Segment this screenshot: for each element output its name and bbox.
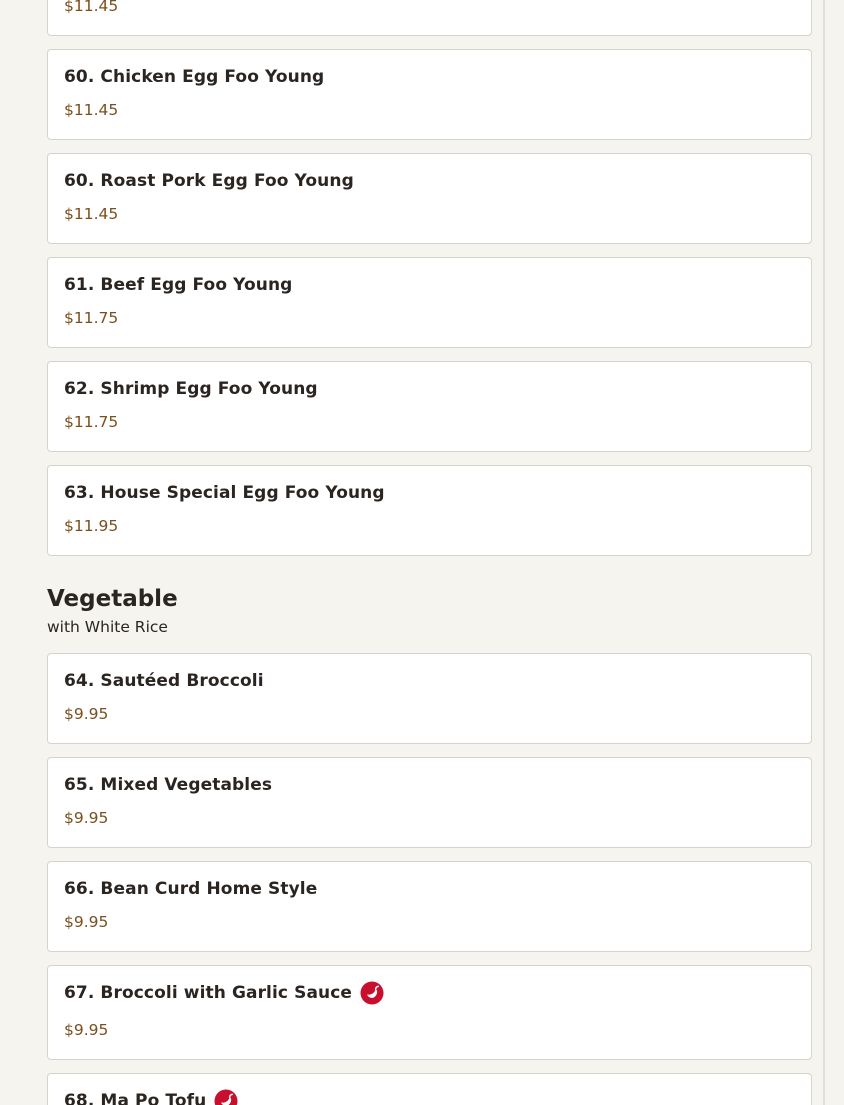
chili-pepper-icon [214,1089,238,1105]
menu-item-name: 60. Roast Pork Egg Foo Young [64,171,354,191]
menu-content [47,0,812,1105]
menu-item-name: 65. Mixed Vegetables [64,775,273,795]
chili-pepper-icon [360,981,384,1005]
menu-item-card[interactable] [47,965,812,1060]
menu-item-card[interactable] [47,49,812,140]
menu-item-card[interactable] [47,257,812,348]
scrollbar-track[interactable] [823,0,825,1105]
section-subtitle: with White Rice [47,618,168,636]
menu-item-price: $9.95 [64,809,109,827]
menu-item-name: 64. Sautéed Broccoli [64,671,264,691]
section-header-vegetable [47,584,812,636]
menu-item-name: 66. Bean Curd Home Style [64,879,318,899]
menu-item-name: 67. Broccoli with Garlic Sauce [64,983,353,1003]
menu-item-card[interactable] [47,0,812,36]
menu-item-name: 63. House Special Egg Foo Young [64,483,385,503]
menu-item-name-row [64,878,795,900]
menu-item-price: $11.95 [64,517,119,535]
menu-item-price: $9.95 [64,705,109,723]
menu-item-card[interactable] [47,861,812,952]
menu-item-name-row [64,982,795,1004]
menu-item-name: 60. Chicken Egg Foo Young [64,67,325,87]
menu-item-card[interactable] [47,1073,812,1105]
menu-item-card[interactable] [47,361,812,452]
menu-item-name-row [64,1090,795,1105]
menu-item-card[interactable] [47,757,812,848]
menu-item-card[interactable] [47,153,812,244]
menu-item-price: $11.45 [64,205,119,223]
menu-item-name: 68. Ma Po Tofu [64,1091,207,1105]
menu-item-name-row [64,482,795,504]
menu-item-name-row [64,378,795,400]
menu-item-name-row [64,774,795,796]
section-title: Vegetable [47,586,178,612]
menu-item-price: $11.45 [64,101,119,119]
menu-item-name-row [64,274,795,296]
menu-item-price: $11.45 [64,0,119,15]
menu-item-price: $9.95 [64,1021,109,1039]
menu-item-card[interactable] [47,653,812,744]
menu-item-price: $11.75 [64,309,119,327]
menu-item-price: $9.95 [64,913,109,931]
menu-item-name: 61. Beef Egg Foo Young [64,275,293,295]
menu-item-name: 62. Shrimp Egg Foo Young [64,379,318,399]
menu-item-name-row [64,670,795,692]
menu-item-name-row [64,66,795,88]
menu-item-price: $11.75 [64,413,119,431]
menu-item-card[interactable] [47,465,812,556]
menu-item-name-row [64,170,795,192]
